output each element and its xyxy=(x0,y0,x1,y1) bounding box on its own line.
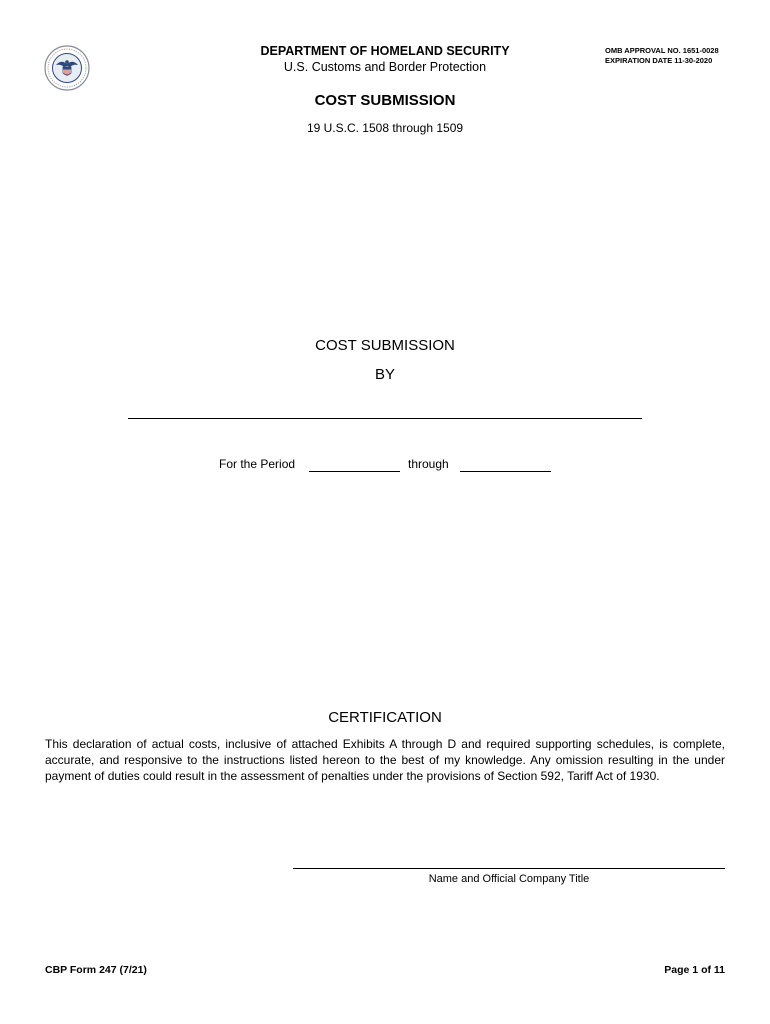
subagency-name: U.S. Customs and Border Protection xyxy=(283,60,487,74)
signature-label: Name and Official Company Title xyxy=(428,873,590,885)
period-start-field[interactable] xyxy=(309,471,400,472)
form-title: COST SUBMISSION xyxy=(314,92,456,109)
agency-name: DEPARTMENT OF HOMELAND SECURITY xyxy=(260,44,510,58)
form-number: CBP Form 247 (7/21) xyxy=(45,964,147,976)
period-label: For the Period xyxy=(219,457,296,471)
through-label: through xyxy=(408,457,449,471)
submitter-name-field[interactable] xyxy=(128,418,642,419)
cover-by-label: BY xyxy=(374,366,395,383)
cover-title: COST SUBMISSION xyxy=(315,337,455,354)
certification-text: This declaration of actual costs, inclusive of attached Exhibits A through D and required supporting schedules, is complete, accurate, and responsive to the instructions listed hereon to the best of my knowledge. Any omission resulting in the under payment of duties could result in the assessment of penalties under the provisions of Section 592, Tariff Act of 1930. xyxy=(45,737,725,783)
period-row xyxy=(150,457,620,477)
expiration-date: EXPIRATION DATE 11-30-2020 xyxy=(605,56,713,65)
omb-approval-number: OMB APPROVAL NO. 1651-0028 xyxy=(605,46,719,55)
page-number: Page 1 of 11 xyxy=(664,964,725,976)
statute-reference: 19 U.S.C. 1508 through 1509 xyxy=(306,121,464,135)
signature-field[interactable] xyxy=(293,868,725,869)
certification-heading: CERTIFICATION xyxy=(328,709,442,726)
dhs-seal-icon xyxy=(44,45,90,91)
omb-approval-block xyxy=(605,46,719,66)
period-end-field[interactable] xyxy=(460,471,551,472)
